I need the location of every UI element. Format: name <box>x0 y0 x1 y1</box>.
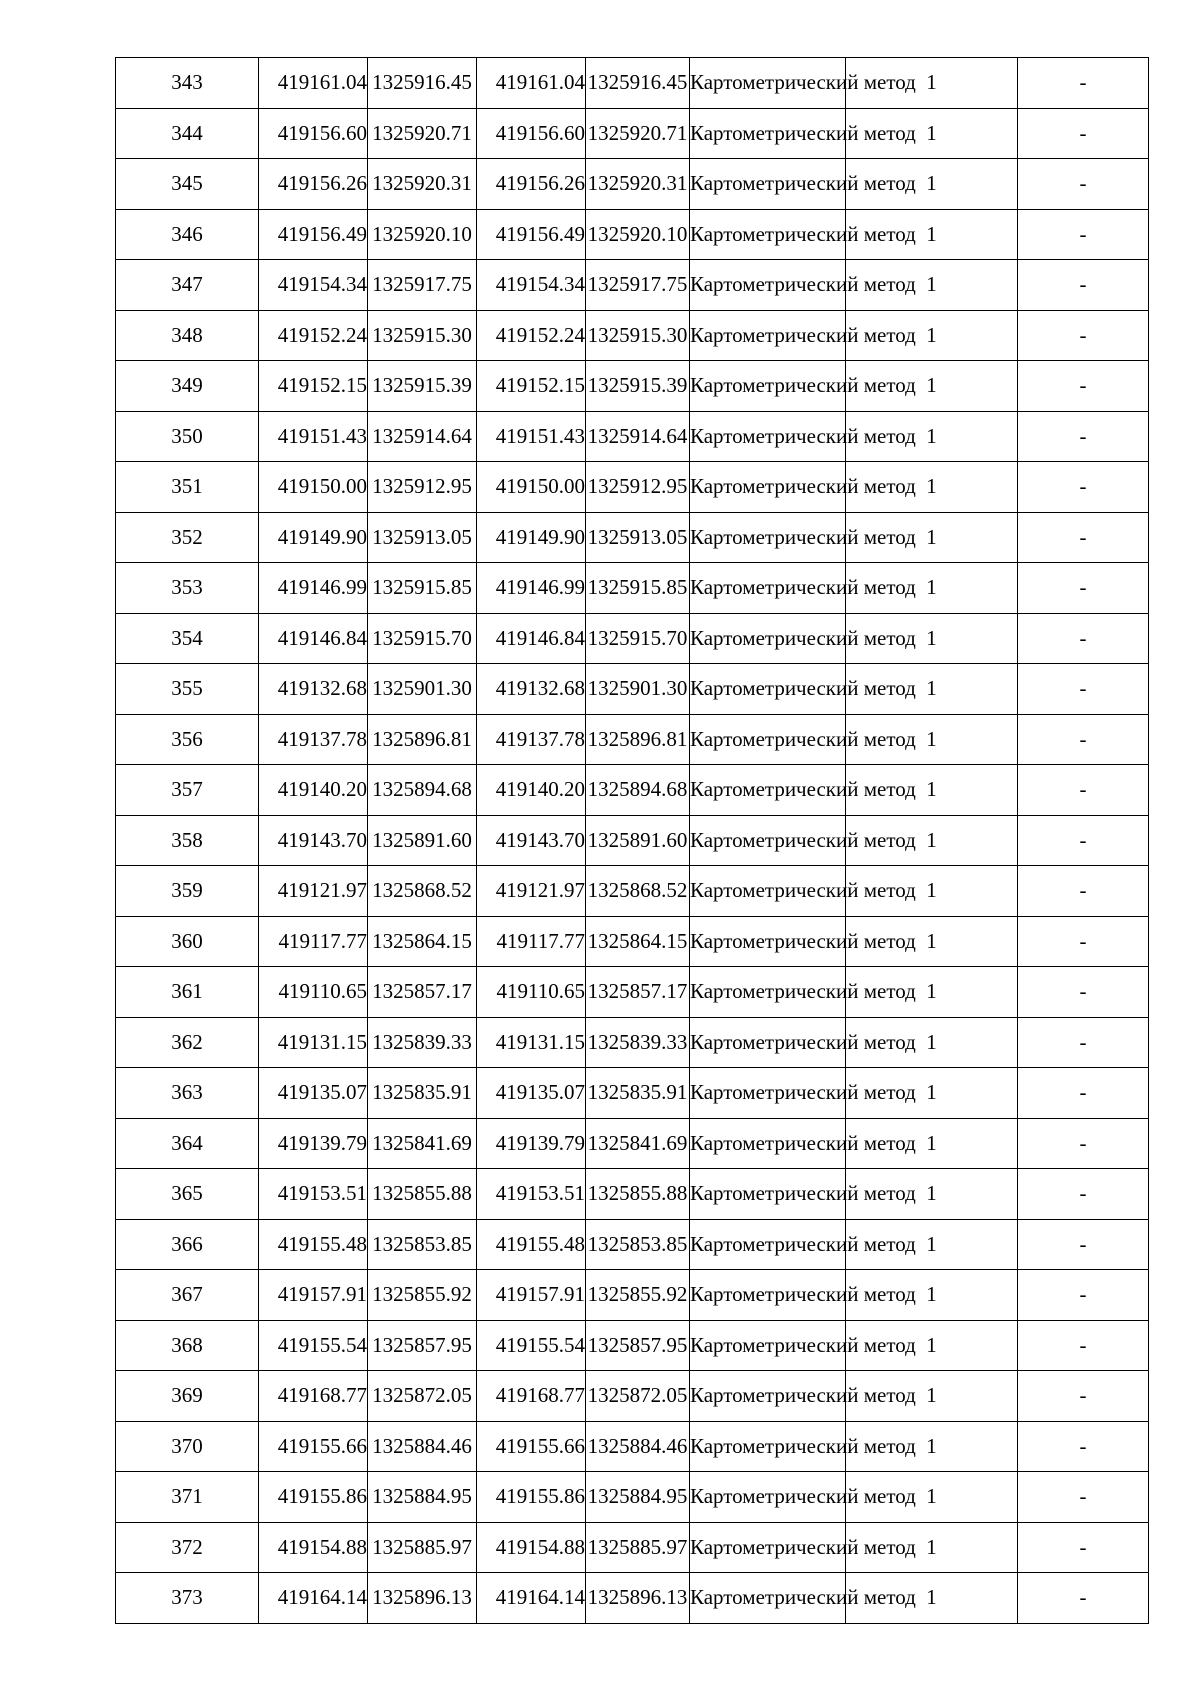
method-cell: Картометрический метод <box>690 310 846 361</box>
x-existing-cell: 419150.00 <box>259 462 368 513</box>
y-updated-cell: 1325885.97 <box>586 1522 690 1573</box>
point-number-cell: 369 <box>116 1371 259 1422</box>
x-updated-cell: 419155.66 <box>477 1421 586 1472</box>
y-updated-cell: 1325917.75 <box>586 260 690 311</box>
y-existing-cell: 1325896.81 <box>368 714 477 765</box>
method-cell: Картометрический метод <box>690 159 846 210</box>
y-existing-cell: 1325901.30 <box>368 664 477 715</box>
y-updated-cell: 1325857.17 <box>586 967 690 1018</box>
description-cell: - <box>1018 815 1149 866</box>
point-number-cell: 347 <box>116 260 259 311</box>
description-cell: - <box>1018 714 1149 765</box>
x-updated-cell: 419146.99 <box>477 563 586 614</box>
y-existing-cell: 1325896.13 <box>368 1573 477 1624</box>
description-cell: - <box>1018 462 1149 513</box>
method-cell: Картометрический метод <box>690 209 846 260</box>
y-updated-cell: 1325901.30 <box>586 664 690 715</box>
method-cell: Картометрический метод <box>690 1421 846 1472</box>
method-cell: Картометрический метод <box>690 1219 846 1270</box>
table-row <box>116 462 1149 513</box>
description-cell: - <box>1018 1421 1149 1472</box>
accuracy-cell: 1 <box>846 1421 1018 1472</box>
point-number-cell: 363 <box>116 1068 259 1119</box>
x-updated-cell: 419152.15 <box>477 361 586 412</box>
x-updated-cell: 419153.51 <box>477 1169 586 1220</box>
y-updated-cell: 1325872.05 <box>586 1371 690 1422</box>
y-existing-cell: 1325914.64 <box>368 411 477 462</box>
table-row <box>116 1320 1149 1371</box>
x-existing-cell: 419146.84 <box>259 613 368 664</box>
y-updated-cell: 1325915.85 <box>586 563 690 614</box>
x-existing-cell: 419139.79 <box>259 1118 368 1169</box>
x-existing-cell: 419117.77 <box>259 916 368 967</box>
y-updated-cell: 1325855.92 <box>586 1270 690 1321</box>
y-existing-cell: 1325853.85 <box>368 1219 477 1270</box>
x-updated-cell: 419156.49 <box>477 209 586 260</box>
method-cell: Картометрический метод <box>690 916 846 967</box>
table-row <box>116 1522 1149 1573</box>
y-existing-cell: 1325915.70 <box>368 613 477 664</box>
table-row <box>116 411 1149 462</box>
y-existing-cell: 1325915.39 <box>368 361 477 412</box>
point-number-cell: 370 <box>116 1421 259 1472</box>
table-row <box>116 1270 1149 1321</box>
accuracy-cell: 1 <box>846 967 1018 1018</box>
y-updated-cell: 1325857.95 <box>586 1320 690 1371</box>
description-cell: - <box>1018 159 1149 210</box>
y-updated-cell: 1325855.88 <box>586 1169 690 1220</box>
table-row <box>116 967 1149 1018</box>
table-row <box>116 512 1149 563</box>
method-cell: Картометрический метод <box>690 1522 846 1573</box>
accuracy-cell: 1 <box>846 260 1018 311</box>
y-existing-cell: 1325885.97 <box>368 1522 477 1573</box>
method-cell: Картометрический метод <box>690 361 846 412</box>
x-updated-cell: 419117.77 <box>477 916 586 967</box>
x-existing-cell: 419143.70 <box>259 815 368 866</box>
point-number-cell: 351 <box>116 462 259 513</box>
x-existing-cell: 419154.34 <box>259 260 368 311</box>
table-row <box>116 310 1149 361</box>
accuracy-cell: 1 <box>846 815 1018 866</box>
y-existing-cell: 1325913.05 <box>368 512 477 563</box>
y-existing-cell: 1325857.17 <box>368 967 477 1018</box>
x-existing-cell: 419132.68 <box>259 664 368 715</box>
accuracy-cell: 1 <box>846 664 1018 715</box>
accuracy-cell: 1 <box>846 1270 1018 1321</box>
x-updated-cell: 419156.26 <box>477 159 586 210</box>
table-row <box>116 1472 1149 1523</box>
y-updated-cell: 1325853.85 <box>586 1219 690 1270</box>
table-row <box>116 1421 1149 1472</box>
x-updated-cell: 419143.70 <box>477 815 586 866</box>
y-updated-cell: 1325920.31 <box>586 159 690 210</box>
method-cell: Картометрический метод <box>690 664 846 715</box>
description-cell: - <box>1018 916 1149 967</box>
y-updated-cell: 1325914.64 <box>586 411 690 462</box>
point-number-cell: 372 <box>116 1522 259 1573</box>
y-existing-cell: 1325884.46 <box>368 1421 477 1472</box>
point-number-cell: 373 <box>116 1573 259 1624</box>
table-row <box>116 260 1149 311</box>
method-cell: Картометрический метод <box>690 815 846 866</box>
table-row <box>116 563 1149 614</box>
y-updated-cell: 1325915.39 <box>586 361 690 412</box>
y-updated-cell: 1325916.45 <box>586 58 690 109</box>
x-updated-cell: 419164.14 <box>477 1573 586 1624</box>
point-number-cell: 349 <box>116 361 259 412</box>
method-cell: Картометрический метод <box>690 1068 846 1119</box>
table-row <box>116 1169 1149 1220</box>
y-updated-cell: 1325884.46 <box>586 1421 690 1472</box>
x-updated-cell: 419149.90 <box>477 512 586 563</box>
accuracy-cell: 1 <box>846 613 1018 664</box>
point-number-cell: 367 <box>116 1270 259 1321</box>
point-number-cell: 356 <box>116 714 259 765</box>
y-updated-cell: 1325884.95 <box>586 1472 690 1523</box>
accuracy-cell: 1 <box>846 1522 1018 1573</box>
description-cell: - <box>1018 1068 1149 1119</box>
description-cell: - <box>1018 664 1149 715</box>
x-updated-cell: 419110.65 <box>477 967 586 1018</box>
accuracy-cell: 1 <box>846 1573 1018 1624</box>
x-existing-cell: 419135.07 <box>259 1068 368 1119</box>
x-existing-cell: 419156.60 <box>259 108 368 159</box>
method-cell: Картометрический метод <box>690 108 846 159</box>
y-existing-cell: 1325915.85 <box>368 563 477 614</box>
description-cell: - <box>1018 1270 1149 1321</box>
x-existing-cell: 419156.49 <box>259 209 368 260</box>
table-row <box>116 159 1149 210</box>
x-updated-cell: 419146.84 <box>477 613 586 664</box>
accuracy-cell: 1 <box>846 1320 1018 1371</box>
accuracy-cell: 1 <box>846 58 1018 109</box>
y-existing-cell: 1325884.95 <box>368 1472 477 1523</box>
accuracy-cell: 1 <box>846 462 1018 513</box>
method-cell: Картометрический метод <box>690 512 846 563</box>
description-cell: - <box>1018 613 1149 664</box>
description-cell: - <box>1018 1472 1149 1523</box>
method-cell: Картометрический метод <box>690 563 846 614</box>
description-cell: - <box>1018 1573 1149 1624</box>
method-cell: Картометрический метод <box>690 1118 846 1169</box>
description-cell: - <box>1018 411 1149 462</box>
description-cell: - <box>1018 58 1149 109</box>
table-row <box>116 765 1149 816</box>
y-existing-cell: 1325894.68 <box>368 765 477 816</box>
table-row <box>116 209 1149 260</box>
table-row <box>116 1219 1149 1270</box>
point-number-cell: 360 <box>116 916 259 967</box>
x-existing-cell: 419161.04 <box>259 58 368 109</box>
coordinates-table <box>115 57 1149 1624</box>
description-cell: - <box>1018 1118 1149 1169</box>
method-cell: Картометрический метод <box>690 1320 846 1371</box>
x-existing-cell: 419149.90 <box>259 512 368 563</box>
description-cell: - <box>1018 260 1149 311</box>
point-number-cell: 355 <box>116 664 259 715</box>
y-existing-cell: 1325872.05 <box>368 1371 477 1422</box>
table-row <box>116 916 1149 967</box>
x-updated-cell: 419137.78 <box>477 714 586 765</box>
table-row <box>116 361 1149 412</box>
method-cell: Картометрический метод <box>690 1371 846 1422</box>
description-cell: - <box>1018 361 1149 412</box>
x-updated-cell: 419168.77 <box>477 1371 586 1422</box>
x-existing-cell: 419137.78 <box>259 714 368 765</box>
x-existing-cell: 419152.24 <box>259 310 368 361</box>
x-existing-cell: 419152.15 <box>259 361 368 412</box>
method-cell: Картометрический метод <box>690 714 846 765</box>
y-updated-cell: 1325912.95 <box>586 462 690 513</box>
x-updated-cell: 419139.79 <box>477 1118 586 1169</box>
x-updated-cell: 419140.20 <box>477 765 586 816</box>
y-existing-cell: 1325839.33 <box>368 1017 477 1068</box>
point-number-cell: 357 <box>116 765 259 816</box>
x-existing-cell: 419146.99 <box>259 563 368 614</box>
x-existing-cell: 419155.66 <box>259 1421 368 1472</box>
accuracy-cell: 1 <box>846 1118 1018 1169</box>
accuracy-cell: 1 <box>846 714 1018 765</box>
description-cell: - <box>1018 563 1149 614</box>
y-existing-cell: 1325841.69 <box>368 1118 477 1169</box>
accuracy-cell: 1 <box>846 108 1018 159</box>
y-updated-cell: 1325894.68 <box>586 765 690 816</box>
point-number-cell: 362 <box>116 1017 259 1068</box>
x-updated-cell: 419155.48 <box>477 1219 586 1270</box>
y-updated-cell: 1325868.52 <box>586 866 690 917</box>
description-cell: - <box>1018 1371 1149 1422</box>
accuracy-cell: 1 <box>846 310 1018 361</box>
y-existing-cell: 1325855.92 <box>368 1270 477 1321</box>
y-updated-cell: 1325896.13 <box>586 1573 690 1624</box>
table-row <box>116 1068 1149 1119</box>
accuracy-cell: 1 <box>846 916 1018 967</box>
x-updated-cell: 419155.54 <box>477 1320 586 1371</box>
y-existing-cell: 1325912.95 <box>368 462 477 513</box>
description-cell: - <box>1018 310 1149 361</box>
y-existing-cell: 1325920.71 <box>368 108 477 159</box>
x-existing-cell: 419140.20 <box>259 765 368 816</box>
method-cell: Картометрический метод <box>690 765 846 816</box>
y-updated-cell: 1325841.69 <box>586 1118 690 1169</box>
description-cell: - <box>1018 1522 1149 1573</box>
accuracy-cell: 1 <box>846 563 1018 614</box>
x-existing-cell: 419121.97 <box>259 866 368 917</box>
x-updated-cell: 419154.88 <box>477 1522 586 1573</box>
x-updated-cell: 419151.43 <box>477 411 586 462</box>
accuracy-cell: 1 <box>846 1219 1018 1270</box>
x-existing-cell: 419151.43 <box>259 411 368 462</box>
x-updated-cell: 419150.00 <box>477 462 586 513</box>
point-number-cell: 343 <box>116 58 259 109</box>
method-cell: Картометрический метод <box>690 967 846 1018</box>
point-number-cell: 352 <box>116 512 259 563</box>
y-existing-cell: 1325915.30 <box>368 310 477 361</box>
method-cell: Картометрический метод <box>690 1573 846 1624</box>
point-number-cell: 350 <box>116 411 259 462</box>
y-updated-cell: 1325896.81 <box>586 714 690 765</box>
y-existing-cell: 1325864.15 <box>368 916 477 967</box>
method-cell: Картометрический метод <box>690 866 846 917</box>
point-number-cell: 344 <box>116 108 259 159</box>
y-existing-cell: 1325916.45 <box>368 58 477 109</box>
accuracy-cell: 1 <box>846 1017 1018 1068</box>
point-number-cell: 361 <box>116 967 259 1018</box>
y-updated-cell: 1325915.70 <box>586 613 690 664</box>
x-updated-cell: 419121.97 <box>477 866 586 917</box>
table-row <box>116 108 1149 159</box>
x-existing-cell: 419164.14 <box>259 1573 368 1624</box>
accuracy-cell: 1 <box>846 209 1018 260</box>
x-existing-cell: 419154.88 <box>259 1522 368 1573</box>
description-cell: - <box>1018 108 1149 159</box>
point-number-cell: 365 <box>116 1169 259 1220</box>
y-updated-cell: 1325913.05 <box>586 512 690 563</box>
point-number-cell: 346 <box>116 209 259 260</box>
table-body <box>116 58 1149 1624</box>
x-existing-cell: 419153.51 <box>259 1169 368 1220</box>
y-updated-cell: 1325915.30 <box>586 310 690 361</box>
point-number-cell: 353 <box>116 563 259 614</box>
method-cell: Картометрический метод <box>690 1472 846 1523</box>
x-updated-cell: 419161.04 <box>477 58 586 109</box>
accuracy-cell: 1 <box>846 159 1018 210</box>
x-updated-cell: 419156.60 <box>477 108 586 159</box>
accuracy-cell: 1 <box>846 512 1018 563</box>
x-existing-cell: 419155.54 <box>259 1320 368 1371</box>
y-updated-cell: 1325891.60 <box>586 815 690 866</box>
y-updated-cell: 1325835.91 <box>586 1068 690 1119</box>
x-existing-cell: 419110.65 <box>259 967 368 1018</box>
table-row <box>116 815 1149 866</box>
x-updated-cell: 419152.24 <box>477 310 586 361</box>
description-cell: - <box>1018 1219 1149 1270</box>
description-cell: - <box>1018 967 1149 1018</box>
method-cell: Картометрический метод <box>690 613 846 664</box>
point-number-cell: 358 <box>116 815 259 866</box>
x-existing-cell: 419157.91 <box>259 1270 368 1321</box>
accuracy-cell: 1 <box>846 765 1018 816</box>
accuracy-cell: 1 <box>846 1472 1018 1523</box>
x-updated-cell: 419132.68 <box>477 664 586 715</box>
y-updated-cell: 1325920.71 <box>586 108 690 159</box>
x-updated-cell: 419154.34 <box>477 260 586 311</box>
point-number-cell: 366 <box>116 1219 259 1270</box>
x-existing-cell: 419156.26 <box>259 159 368 210</box>
table-row <box>116 1573 1149 1624</box>
point-number-cell: 368 <box>116 1320 259 1371</box>
y-updated-cell: 1325920.10 <box>586 209 690 260</box>
description-cell: - <box>1018 209 1149 260</box>
description-cell: - <box>1018 866 1149 917</box>
x-updated-cell: 419131.15 <box>477 1017 586 1068</box>
description-cell: - <box>1018 512 1149 563</box>
description-cell: - <box>1018 1017 1149 1068</box>
point-number-cell: 371 <box>116 1472 259 1523</box>
x-existing-cell: 419155.86 <box>259 1472 368 1523</box>
table-row <box>116 714 1149 765</box>
x-existing-cell: 419155.48 <box>259 1219 368 1270</box>
x-updated-cell: 419157.91 <box>477 1270 586 1321</box>
table-row <box>116 1017 1149 1068</box>
method-cell: Картометрический метод <box>690 1270 846 1321</box>
accuracy-cell: 1 <box>846 1371 1018 1422</box>
x-existing-cell: 419168.77 <box>259 1371 368 1422</box>
y-existing-cell: 1325835.91 <box>368 1068 477 1119</box>
table-row <box>116 866 1149 917</box>
method-cell: Картометрический метод <box>690 260 846 311</box>
accuracy-cell: 1 <box>846 361 1018 412</box>
x-existing-cell: 419131.15 <box>259 1017 368 1068</box>
method-cell: Картометрический метод <box>690 58 846 109</box>
accuracy-cell: 1 <box>846 1068 1018 1119</box>
accuracy-cell: 1 <box>846 1169 1018 1220</box>
y-existing-cell: 1325920.31 <box>368 159 477 210</box>
y-updated-cell: 1325864.15 <box>586 916 690 967</box>
y-existing-cell: 1325855.88 <box>368 1169 477 1220</box>
table-row <box>116 664 1149 715</box>
point-number-cell: 364 <box>116 1118 259 1169</box>
y-existing-cell: 1325868.52 <box>368 866 477 917</box>
accuracy-cell: 1 <box>846 866 1018 917</box>
point-number-cell: 345 <box>116 159 259 210</box>
description-cell: - <box>1018 1169 1149 1220</box>
x-updated-cell: 419155.86 <box>477 1472 586 1523</box>
y-existing-cell: 1325917.75 <box>368 260 477 311</box>
method-cell: Картометрический метод <box>690 411 846 462</box>
table-row <box>116 1118 1149 1169</box>
method-cell: Картометрический метод <box>690 1169 846 1220</box>
table-row <box>116 58 1149 109</box>
description-cell: - <box>1018 1320 1149 1371</box>
method-cell: Картометрический метод <box>690 462 846 513</box>
y-existing-cell: 1325920.10 <box>368 209 477 260</box>
description-cell: - <box>1018 765 1149 816</box>
y-existing-cell: 1325857.95 <box>368 1320 477 1371</box>
accuracy-cell: 1 <box>846 411 1018 462</box>
method-cell: Картометрический метод <box>690 1017 846 1068</box>
y-existing-cell: 1325891.60 <box>368 815 477 866</box>
table-row <box>116 613 1149 664</box>
y-updated-cell: 1325839.33 <box>586 1017 690 1068</box>
point-number-cell: 354 <box>116 613 259 664</box>
table-row <box>116 1371 1149 1422</box>
x-updated-cell: 419135.07 <box>477 1068 586 1119</box>
point-number-cell: 348 <box>116 310 259 361</box>
point-number-cell: 359 <box>116 866 259 917</box>
